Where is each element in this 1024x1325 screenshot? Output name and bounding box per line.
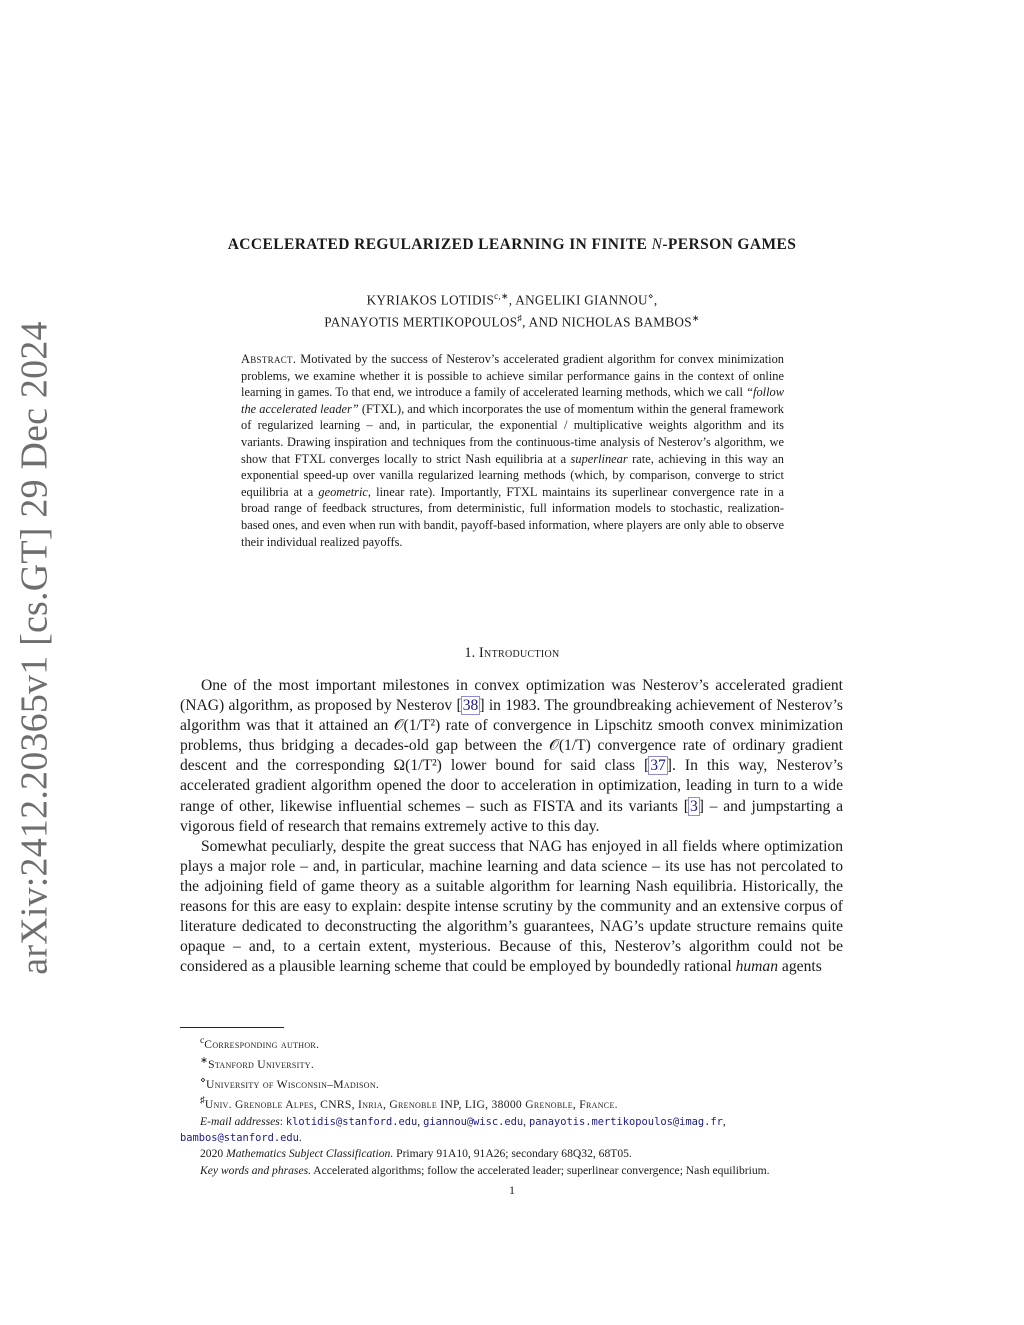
author-name: NICHOLAS BAMBOS	[561, 314, 692, 330]
abstract-label: Abstract.	[241, 352, 297, 366]
footnotes	[180, 1033, 843, 1179]
author-name: PANAYOTIS MERTIKOPOULOS	[324, 314, 518, 330]
author-affiliation-mark: ∗	[691, 313, 700, 324]
arxiv-sidebar-stamp	[8, 320, 62, 975]
section-number: 1.	[464, 645, 476, 661]
email-label: E-mail addresses	[200, 1114, 280, 1128]
author-name: ANGELIKI GIANNOU	[515, 292, 648, 308]
citation-link[interactable]: 37	[650, 757, 666, 775]
email-addresses: E-mail addresses: klotidis@stanford.edu, giannou@wisc.edu, panayotis.mertikopoulos@imag.fr, bambos@stanford.edu.	[180, 1114, 726, 1144]
paragraph-text: in 1983. The groundbreaking achievement of Nesterov’s algorithm was that it attained an 𝒪(1/T²) rate of convergence in Lipschitz smooth convex minimization problems, thus bridging a decades-old gap between the 𝒪(1/T) convergence rate of ordinary gradient descent and the corresponding Ω(1/T²) lower bound for said class	[180, 697, 843, 775]
abstract-emphasis: superlinear	[570, 451, 628, 466]
arxiv-identifier: arXiv:2412.20365v1 [cs.GT] 29 Dec 2024	[14, 320, 57, 975]
footnote	[180, 1053, 843, 1073]
footnote-text: Univ. Grenoble Alpes, CNRS, Inria, Grenoble INP, LIG, 38000 Grenoble, France.	[204, 1098, 618, 1112]
author-affiliation-mark: ♯	[517, 313, 523, 324]
footnote-mark: c	[200, 1035, 205, 1046]
paragraph: One of the most important milestones in convex optimization was Nesterov’s accelerated gradient (NAG) algorithm, as proposed by Nesterov [38] in 1983. The groundbreaking achievement of Nesterov’s algorithm was that it attained an 𝒪(1/T²) rate of convergence in Lipschitz smooth convex minimization problems, thus bridging a decades-old gap between the 𝒪(1/T) convergence rate of ordinary gradient descent and the corresponding Ω(1/T²) lower bound for said class [37]. In this way, Nesterov’s accelerated gradient algorithm opened the door to acceleration in optimization, leading in turn to a wide range of other, likewise influential schemes – such as FISTA and its variants [3] – and jumpstarting a vigorous field of research that remains extremely active to this day.	[180, 677, 843, 835]
footnote	[180, 1073, 843, 1093]
title-variable-n: N	[651, 236, 663, 253]
abstract-text: Motivated by the success of Nesterov’s accelerated gradient algorithm for convex minimization problems, we examine whether it is possible to achieve similar performance gains in the context of online learning in games. To that end, we introduce a family of accelerated learning methods, which we call	[241, 352, 784, 400]
section-title: Introduction	[478, 645, 560, 661]
paragraph-text: . In this way, Nesterov’s accelerated gradient algorithm opened the door to acceleration in optimization, leading in turn to a wide range of other, likewise influential schemes – such as FISTA and its variants	[180, 757, 843, 815]
abstract-text: rate, achieving in this way an exponential speed-up over vanilla regularized learning methods (which, by comparison, converge to strict equilibria at a	[241, 451, 784, 499]
author-list	[150, 287, 874, 332]
introduction-body	[180, 676, 843, 977]
msc-text: Primary 91A10, 91A26; secondary 68Q32, 68T05.	[396, 1147, 632, 1161]
citation-link[interactable]: 38	[462, 697, 479, 715]
paragraph-text: Somewhat peculiarly, despite the great success that NAG has enjoyed in all fields where optimization plays a major role – and, in particular, machine learning and data science – its use has not percolated to the adjoining field of game theory as a suitable algorithm for learning Nash equilibria. Historically, the reasons for this are easy to explain: despite intense scrutiny by the community and an extensive corpus of literature dedicated to deconstructing the algorithm’s guarantees, NAG’s update structure remains quite opaque – and, to a certain extent, mysterious. Because of this, Nesterov’s algorithm could not be considered as a plausible learning scheme that could be employed by boundedly rational	[180, 837, 843, 976]
footnote-text: Stanford University.	[208, 1058, 315, 1072]
abstract-emphasis: geometric	[318, 484, 368, 499]
author-affiliation-mark: c,∗	[494, 291, 509, 301]
footnote	[180, 1093, 843, 1113]
keywords-text: Accelerated algorithms; follow the accelerated leader; superlinear convergence; Nash equilibrium.	[313, 1163, 770, 1177]
abstract-text: (FTXL), and which incorporates the use of momentum within the general framework of regularized learning – and, in particular, the exponential / multiplicative weights algorithm and its variants. Drawing inspiration and techniques from the continuous-time analysis of Nesterov’s algorithm, we show that FTXL converges locally to strict Nash equilibria at a	[241, 401, 784, 466]
keywords-label: Key words and phrases.	[200, 1163, 312, 1177]
footnote-mark: ♯	[200, 1095, 205, 1107]
footnote-text: University of Wisconsin–Madison.	[206, 1078, 380, 1092]
paragraph	[180, 837, 843, 978]
author-affiliation-mark: ⋄	[647, 291, 654, 301]
section-heading	[150, 645, 874, 662]
paragraph-text: One of the most important milestones in convex optimization was Nesterov’s accelerated gradient (NAG) algorithm, as proposed by Nesterov	[180, 677, 843, 715]
footnote-divider	[180, 1027, 284, 1028]
msc-label: Mathematics Subject Classification.	[226, 1147, 394, 1161]
email-link[interactable]: panayotis.mertikopoulos@imag.fr	[528, 1115, 723, 1128]
citation-link[interactable]: 3	[689, 797, 698, 815]
paragraph-emphasis: human	[735, 958, 779, 976]
title-part-1: ACCELERATED REGULARIZED LEARNING IN FINITE	[227, 236, 652, 253]
email-link[interactable]: bambos@stanford.edu	[180, 1131, 299, 1144]
footnote	[180, 1033, 843, 1053]
page-number: 1	[509, 1183, 515, 1197]
title-part-2: -PERSON GAMES	[662, 236, 797, 253]
abstract-text: , linear rate). Importantly, FTXL maintains its superlinear convergence rate in a broad range of feedback structures, from deterministic, full information models to stochastic, realization-based ones, and even when run with bandit, payoff-based information, where players are only able to observe their individual realized payoffs.	[241, 484, 784, 549]
email-link[interactable]: giannou@wisc.edu	[423, 1115, 524, 1128]
msc-classification	[180, 1146, 843, 1162]
abstract	[241, 351, 784, 550]
keywords	[180, 1163, 843, 1179]
author-separator: , AND	[522, 314, 562, 330]
footnote-mark: ⋄	[200, 1075, 207, 1087]
footnote-text: Corresponding author.	[204, 1037, 320, 1051]
author-separator: ,	[653, 292, 658, 308]
msc-year: 2020	[200, 1147, 224, 1161]
paragraph-text: agents	[778, 958, 822, 976]
paragraph-text: – and jumpstarting a vigorous field of research that remains extremely active to this day.	[180, 797, 843, 835]
author-name: KYRIAKOS LOTIDIS	[366, 292, 495, 308]
footnote-mark: ∗	[200, 1055, 209, 1067]
abstract-emphasis: “follow the accelerated leader”	[241, 385, 784, 416]
email-link[interactable]: klotidis@stanford.edu	[285, 1115, 418, 1128]
author-separator: ,	[508, 292, 516, 308]
paper-title	[150, 236, 874, 254]
